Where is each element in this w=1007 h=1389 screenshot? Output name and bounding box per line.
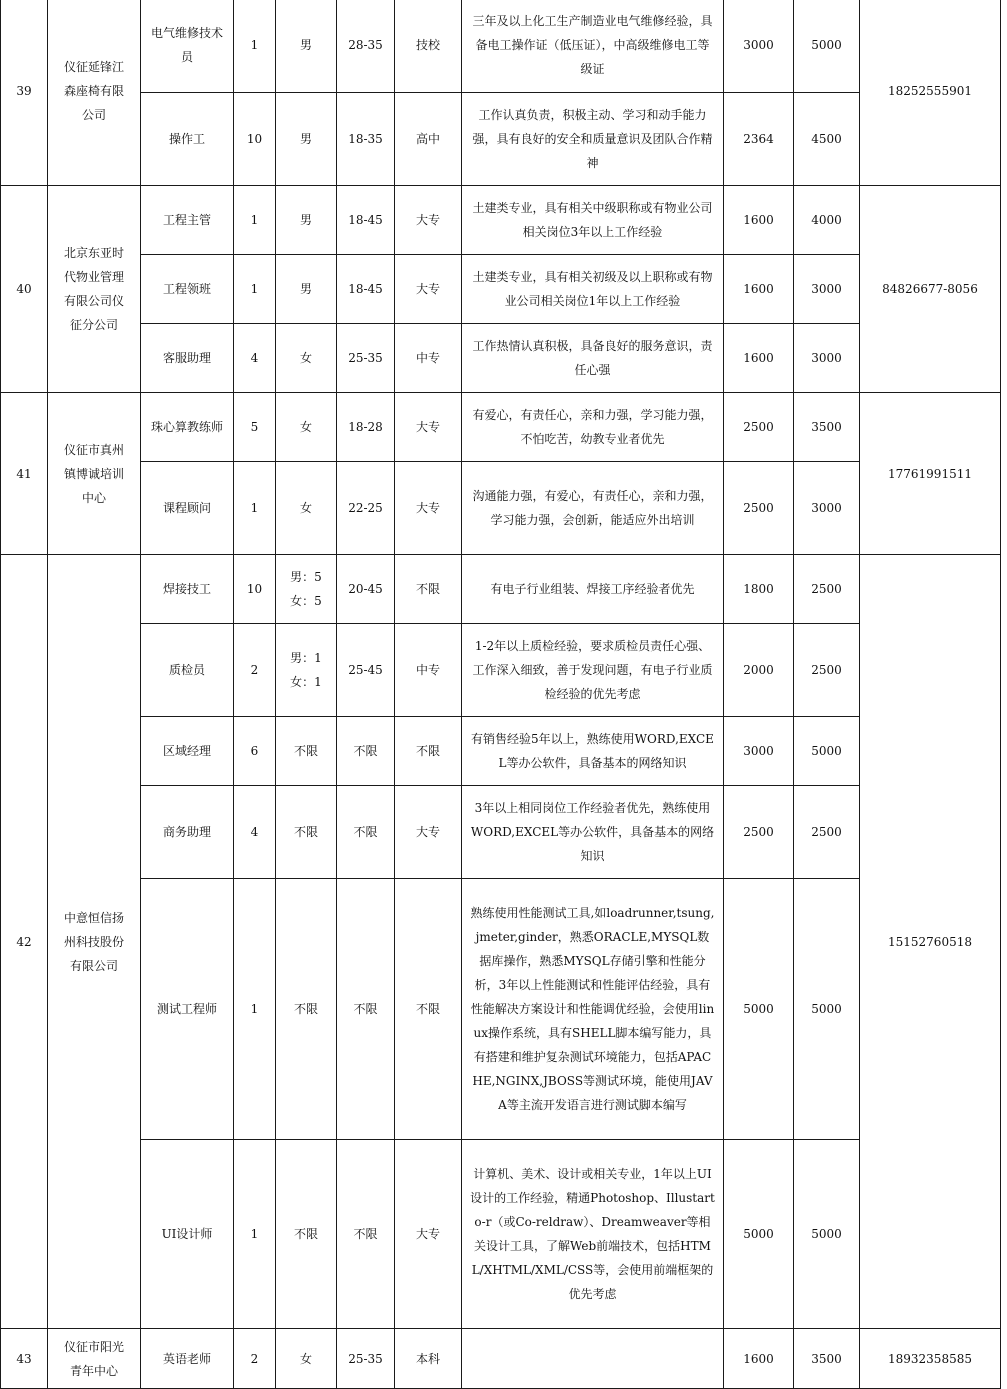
gender-cell: 不限 [276,717,337,786]
education-cell: 中专 [395,324,462,393]
education-cell: 大专 [395,255,462,324]
requirements-cell: 1-2年以上质检经验，要求质检员责任心强、工作深入细致，善于发现问题，有电子行业质检经验的优先考虑 [462,624,724,717]
education-cell: 高中 [395,93,462,186]
age-range-cell: 18-45 [337,255,395,324]
age-range-cell: 25-35 [337,324,395,393]
contact-phone-cell: 18252555901 [860,0,1001,186]
job-title-cell: UI设计师 [141,1140,234,1329]
salary-min-cell: 1600 [724,324,794,393]
salary-min-cell: 3000 [724,0,794,93]
headcount-cell: 6 [234,717,276,786]
requirements-cell: 三年及以上化工生产制造业电气维修经验，具备电工操作证（低压证），中高级维修电工等级证 [462,0,724,93]
gender-cell: 男 [276,186,337,255]
education-cell: 大专 [395,786,462,879]
job-title-cell: 商务助理 [141,786,234,879]
gender-cell: 不限 [276,1140,337,1329]
gender-cell: 男：1 女：1 [276,624,337,717]
salary-max-cell: 2500 [794,555,860,624]
salary-max-cell: 3500 [794,393,860,462]
gender-cell: 女 [276,462,337,555]
job-title-cell: 客服助理 [141,324,234,393]
salary-max-cell: 5000 [794,717,860,786]
table-row [1,393,1001,462]
education-cell: 不限 [395,879,462,1140]
gender-cell: 女 [276,393,337,462]
salary-min-cell: 1800 [724,555,794,624]
age-range-cell: 25-35 [337,1329,395,1389]
headcount-cell: 1 [234,186,276,255]
salary-min-cell: 2000 [724,624,794,717]
salary-max-cell: 5000 [794,1140,860,1329]
table-row [1,1329,1001,1389]
row-number-cell: 40 [1,186,48,393]
age-range-cell: 不限 [337,1140,395,1329]
job-title-cell: 电气维修技术员 [141,0,234,93]
requirements-cell: 土建类专业，具有相关中级职称或有物业公司相关岗位3年以上工作经验 [462,186,724,255]
requirements-cell: 计算机、美术、设计或相关专业，1年以上UI设计的工作经验，精通Photoshop、Illustarto-r（或Co-reldraw）、Dreamweaver等相关设计工具，了解Web前端技术，包括HTML/XHTML/XML/CSS等，会使用前端框架的优先考虑 [462,1140,724,1329]
salary-max-cell: 4000 [794,186,860,255]
education-cell: 大专 [395,186,462,255]
education-cell: 大专 [395,393,462,462]
requirements-cell: 3年以上相同岗位工作经验者优先，熟练使用WORD,EXCEL等办公软件，具备基本的网络知识 [462,786,724,879]
contact-phone-cell: 15152760518 [860,555,1001,1329]
requirements-cell: 沟通能力强，有爱心，有责任心，亲和力强，学习能力强，会创新，能适应外出培训 [462,462,724,555]
gender-cell: 不限 [276,879,337,1140]
row-number-cell: 43 [1,1329,48,1389]
table-row [1,786,1001,879]
table-row [1,0,1001,93]
job-title-cell: 工程主管 [141,186,234,255]
salary-min-cell: 1600 [724,1329,794,1389]
job-title-cell: 焊接技工 [141,555,234,624]
requirements-cell: 工作认真负责，积极主动、学习和动手能力强，具有良好的安全和质量意识及团队合作精神 [462,93,724,186]
row-number-cell: 41 [1,393,48,555]
headcount-cell: 2 [234,1329,276,1389]
table-row [1,879,1001,1140]
requirements-cell: 有销售经验5年以上，熟练使用WORD,EXCEL等办公软件，具备基本的网络知识 [462,717,724,786]
contact-phone-cell: 17761991511 [860,393,1001,555]
age-range-cell: 28-35 [337,0,395,93]
salary-max-cell: 5000 [794,0,860,93]
salary-min-cell: 2364 [724,93,794,186]
education-cell: 大专 [395,1140,462,1329]
salary-max-cell: 3000 [794,324,860,393]
gender-cell: 男：5 女：5 [276,555,337,624]
age-range-cell: 25-45 [337,624,395,717]
education-cell: 不限 [395,555,462,624]
company-name-cell: 仪征市真州镇博诚培训中心 [48,393,141,555]
age-range-cell: 22-25 [337,462,395,555]
education-cell: 技校 [395,0,462,93]
table-row [1,255,1001,324]
salary-max-cell: 3500 [794,1329,860,1389]
salary-min-cell: 5000 [724,879,794,1140]
requirements-cell: 有电子行业组装、焊接工序经验者优先 [462,555,724,624]
education-cell: 中专 [395,624,462,717]
headcount-cell: 4 [234,324,276,393]
requirements-cell: 土建类专业，具有相关初级及以上职称或有物业公司相关岗位1年以上工作经验 [462,255,724,324]
company-name-cell: 仪征市阳光青年中心 [48,1329,141,1389]
table-row [1,717,1001,786]
salary-min-cell: 1600 [724,255,794,324]
salary-min-cell: 2500 [724,462,794,555]
gender-cell: 不限 [276,786,337,879]
salary-max-cell: 2500 [794,786,860,879]
headcount-cell: 10 [234,93,276,186]
job-title-cell: 工程领班 [141,255,234,324]
job-title-cell: 珠心算教练师 [141,393,234,462]
salary-max-cell: 3000 [794,462,860,555]
headcount-cell: 1 [234,879,276,1140]
education-cell: 本科 [395,1329,462,1389]
company-name-cell: 中意恒信扬州科技股份有限公司 [48,555,141,1329]
salary-min-cell: 2500 [724,786,794,879]
requirements-cell: 工作热情认真积极，具备良好的服务意识，责任心强 [462,324,724,393]
job-title-cell: 课程顾问 [141,462,234,555]
salary-max-cell: 2500 [794,624,860,717]
salary-min-cell: 5000 [724,1140,794,1329]
requirements-cell: 有爱心，有责任心，亲和力强，学习能力强，不怕吃苦，幼教专业者优先 [462,393,724,462]
age-range-cell: 18-28 [337,393,395,462]
job-title-cell: 测试工程师 [141,879,234,1140]
table-row [1,555,1001,624]
age-range-cell: 不限 [337,879,395,1140]
headcount-cell: 10 [234,555,276,624]
gender-cell: 女 [276,1329,337,1389]
salary-max-cell: 4500 [794,93,860,186]
headcount-cell: 1 [234,462,276,555]
headcount-cell: 1 [234,255,276,324]
gender-cell: 男 [276,255,337,324]
company-name-cell: 北京东亚时代物业管理有限公司仪征分公司 [48,186,141,393]
salary-min-cell: 1600 [724,186,794,255]
age-range-cell: 不限 [337,717,395,786]
job-title-cell: 区域经理 [141,717,234,786]
headcount-cell: 5 [234,393,276,462]
salary-min-cell: 2500 [724,393,794,462]
job-title-cell: 质检员 [141,624,234,717]
gender-cell: 男 [276,0,337,93]
table-row [1,324,1001,393]
headcount-cell: 1 [234,1140,276,1329]
row-number-cell: 39 [1,0,48,186]
salary-max-cell: 5000 [794,879,860,1140]
headcount-cell: 4 [234,786,276,879]
headcount-cell: 1 [234,0,276,93]
requirements-cell [462,1329,724,1389]
gender-cell: 男 [276,93,337,186]
table-row [1,1140,1001,1329]
table-row [1,624,1001,717]
gender-cell: 女 [276,324,337,393]
age-range-cell: 20-45 [337,555,395,624]
contact-phone-cell: 84826677-8056 [860,186,1001,393]
salary-max-cell: 3000 [794,255,860,324]
education-cell: 不限 [395,717,462,786]
education-cell: 大专 [395,462,462,555]
table-row [1,462,1001,555]
row-number-cell: 42 [1,555,48,1329]
age-range-cell: 18-35 [337,93,395,186]
job-title-cell: 操作工 [141,93,234,186]
contact-phone-cell: 18932358585 [860,1329,1001,1389]
company-name-cell: 仪征延锋江森座椅有限公司 [48,0,141,186]
job-title-cell: 英语老师 [141,1329,234,1389]
age-range-cell: 18-45 [337,186,395,255]
age-range-cell: 不限 [337,786,395,879]
salary-min-cell: 3000 [724,717,794,786]
headcount-cell: 2 [234,624,276,717]
table-row [1,93,1001,186]
requirements-cell: 熟练使用性能测试工具,如loadrunner,tsung,jmeter,ginder，熟悉ORACLE,MYSQL数据库操作，熟悉MYSQL存储引擎和性能分析，3年以上性能测试和性能评估经验，具有性能解决方案设计和性能调优经验，会使用linux操作系统，具有SHELL脚本编写能力，具有搭建和维护复杂测试环境能力，包括APACHE,NGINX,JBOSS等测试环境，能使用JAVA等主流开发语言进行测试脚本编写 [462,879,724,1140]
table-row [1,186,1001,255]
